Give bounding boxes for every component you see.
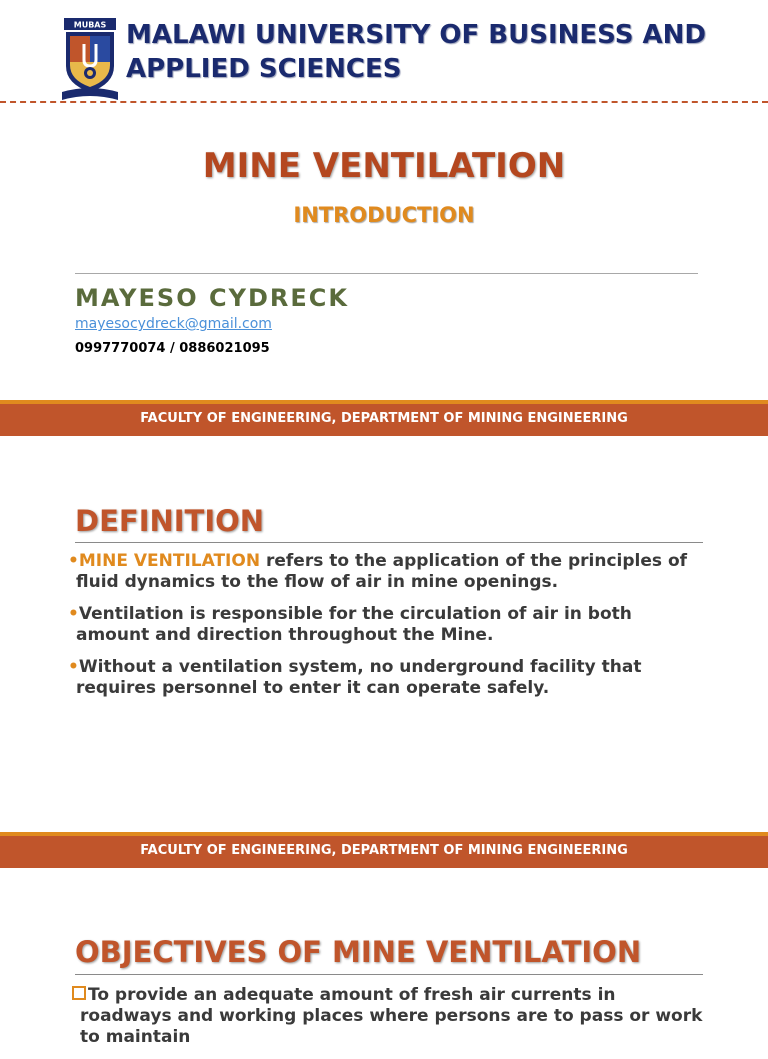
bullet-dot-icon: • bbox=[68, 657, 79, 677]
header-divider bbox=[0, 101, 768, 103]
university-name-line1: MALAWI UNIVERSITY OF BUSINESS AND bbox=[126, 20, 706, 50]
objectives-divider bbox=[75, 974, 703, 975]
faculty-band: FACULTY OF ENGINEERING, DEPARTMENT OF MINING ENGINEERING bbox=[0, 832, 768, 868]
slide-title: MINE VENTILATION bbox=[202, 146, 566, 186]
university-logo bbox=[62, 18, 118, 100]
university-name-line2: APPLIED SCIENCES bbox=[126, 54, 402, 84]
checkbox-square-icon bbox=[72, 986, 86, 1000]
definition-text: refers to the application of the principles of fluid dynamics to the flow of air in mine openings. bbox=[76, 551, 688, 592]
definition-heading: DEFINITION bbox=[75, 504, 265, 538]
definition-bullet bbox=[68, 551, 708, 593]
definition-text: Without a ventilation system, no underground facility that requires personnel to enter it can operate safely. bbox=[76, 657, 642, 698]
logo-text: MUBAS bbox=[73, 20, 107, 30]
definition-bullet bbox=[68, 604, 708, 646]
definition-text: Ventilation is responsible for the circulation of air in both amount and direction throughout the Mine. bbox=[76, 604, 632, 645]
slide-subtitle: INTRODUCTION bbox=[293, 203, 475, 227]
definition-bullets bbox=[68, 551, 708, 710]
objective-text: To provide an adequate amount of fresh air currents in roadways and working places where persons are to pass or work to maintain bbox=[80, 985, 703, 1047]
bullet-dot-icon: • bbox=[68, 551, 79, 571]
bullet-dot-icon: • bbox=[68, 604, 79, 624]
author-name: MAYESO CYDRECK bbox=[75, 284, 349, 312]
author-divider bbox=[75, 273, 698, 274]
faculty-band: FACULTY OF ENGINEERING, DEPARTMENT OF MINING ENGINEERING bbox=[0, 400, 768, 436]
objectives-bullets bbox=[72, 985, 712, 1059]
objectives-heading: OBJECTIVES OF MINE VENTILATION bbox=[75, 935, 642, 969]
definition-term: MINE VENTILATION bbox=[78, 551, 261, 571]
definition-divider bbox=[75, 542, 703, 543]
author-email-link[interactable]: mayesocydreck@gmail.com bbox=[75, 316, 272, 332]
author-phone: 0997770074 / 0886021095 bbox=[75, 341, 270, 356]
university-name bbox=[126, 18, 746, 86]
definition-bullet bbox=[68, 657, 708, 699]
objective-bullet bbox=[72, 985, 712, 1048]
